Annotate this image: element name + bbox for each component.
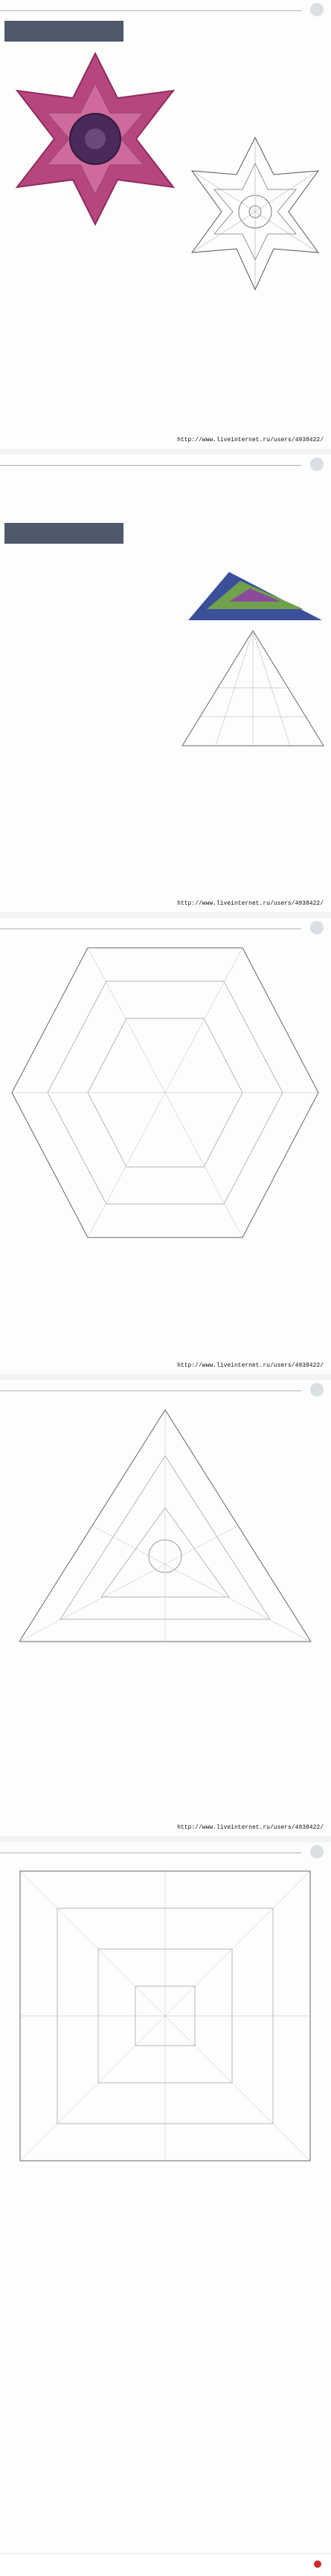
source-url: http://www.liveinternet.ru/users/4938422/ (177, 437, 324, 443)
instructions-column (173, 2173, 325, 2321)
header-rule (0, 465, 301, 466)
page-header (0, 455, 331, 474)
site-logo[interactable] (314, 2557, 324, 2569)
source-url: http://www.liveinternet.ru/users/4938422/ (177, 900, 324, 907)
motif-photo (6, 46, 184, 232)
round-line (134, 530, 324, 538)
logo-icon (314, 2560, 321, 2568)
page-number (310, 1383, 324, 1396)
motif-title (4, 523, 123, 544)
round-line (134, 538, 324, 545)
page-motif-61 (0, 455, 331, 918)
page-header (0, 1842, 331, 1861)
instructions-column (6, 570, 158, 882)
page-motif-34 (0, 0, 331, 455)
page-number (310, 458, 324, 471)
page-header (0, 1380, 331, 1399)
hexagon-stitch-diagram (6, 940, 324, 1245)
page-separator (0, 1374, 331, 1380)
site-footer (0, 2553, 331, 2576)
page-separator (0, 1836, 331, 1842)
square-stitch-diagram (16, 1867, 314, 2164)
round-line (134, 30, 324, 37)
source-url: http://www.liveinternet.ru/users/4938422/ (177, 1362, 324, 1369)
round-color-list (134, 523, 324, 545)
round-line (134, 22, 324, 30)
page-square-chart (0, 1842, 331, 2553)
instructions-column (176, 477, 324, 499)
instructions-column (6, 477, 158, 499)
instructions-column (6, 1655, 158, 1818)
round-color-list (134, 22, 324, 45)
motif-stitch-diagram (184, 134, 326, 293)
page-number (310, 921, 324, 934)
instructions-column (173, 1252, 325, 1356)
round-line (134, 523, 324, 530)
header-rule (0, 928, 301, 929)
triangle-stitch-diagram (13, 1404, 317, 1649)
instructions-column (176, 301, 324, 427)
page-separator (0, 912, 331, 918)
page-separator (0, 449, 331, 455)
header-rule (0, 10, 301, 11)
round-line (134, 37, 324, 45)
page-header (0, 0, 331, 19)
page-hexagon-chart (0, 918, 331, 1380)
instructions-column (6, 236, 158, 431)
source-url: http://www.liveinternet.ru/users/4938422/ (177, 1824, 324, 1831)
motif-photo (184, 565, 326, 624)
instructions-column (6, 2173, 158, 2321)
instructions-column (173, 1655, 325, 1818)
page-triangle-chart (0, 1380, 331, 1842)
motif-title (4, 21, 123, 42)
page-number (310, 1845, 324, 1858)
page-number (310, 3, 324, 16)
motif-stitch-diagram (179, 627, 327, 749)
page-header (0, 918, 331, 937)
